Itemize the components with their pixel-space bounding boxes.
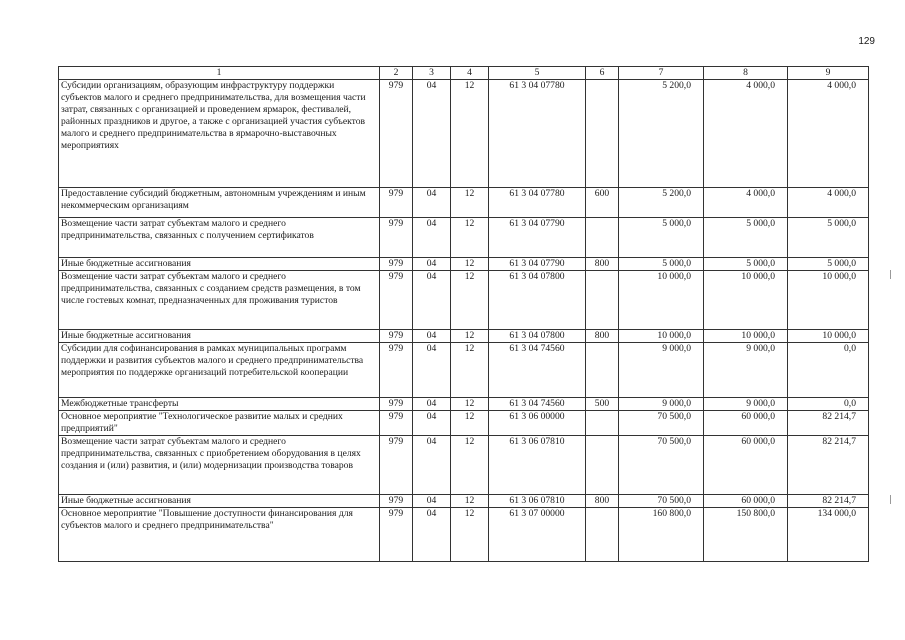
expense-type-code xyxy=(586,271,619,330)
expense-type-code xyxy=(586,218,619,258)
expense-type-code: 500 xyxy=(586,398,619,411)
item-name: Основное мероприятие "Технологическое развитие малых и средних предприятий" xyxy=(59,411,380,436)
column-header: 3 xyxy=(413,67,451,80)
item-name: Возмещение части затрат субъектам малого и среднего предпринимательства, связанных с приобретением оборудования в целях создания и (или) развития, и (или) модернизации производства товаров xyxy=(59,436,380,495)
sum-year-3: 5 000,0 xyxy=(788,258,869,271)
target-article-code: 61 3 04 07790 xyxy=(489,258,586,271)
admin-code: 979 xyxy=(380,343,413,398)
sum-year-1: 9 000,0 xyxy=(619,398,704,411)
expense-type-code xyxy=(586,508,619,562)
table-row xyxy=(59,343,869,398)
column-header: 5 xyxy=(489,67,586,80)
column-header: 7 xyxy=(619,67,704,80)
subsection-code: 12 xyxy=(451,188,489,218)
sum-year-1: 10 000,0 xyxy=(619,330,704,343)
table-row xyxy=(59,436,869,495)
section-code: 04 xyxy=(413,398,451,411)
scan-mark xyxy=(890,270,891,279)
table-row xyxy=(59,218,869,258)
sum-year-3: 82 214,7 xyxy=(788,436,869,495)
subsection-code: 12 xyxy=(451,271,489,330)
table-row xyxy=(59,508,869,562)
admin-code: 979 xyxy=(380,258,413,271)
sum-year-1: 160 800,0 xyxy=(619,508,704,562)
sum-year-1: 70 500,0 xyxy=(619,436,704,495)
table-row xyxy=(59,330,869,343)
target-article-code: 61 3 04 07800 xyxy=(489,330,586,343)
item-name: Субсидии для софинансирования в рамках муниципальных программ поддержки и развития субъектов малого и среднего предпринимательства мероприятия по поддержке организаций потребительской кооперации xyxy=(59,343,380,398)
admin-code: 979 xyxy=(380,495,413,508)
table-row xyxy=(59,271,869,330)
table-header-row xyxy=(59,67,869,80)
subsection-code: 12 xyxy=(451,218,489,258)
target-article-code: 61 3 06 07810 xyxy=(489,436,586,495)
sum-year-3: 4 000,0 xyxy=(788,80,869,188)
admin-code: 979 xyxy=(380,330,413,343)
item-name: Иные бюджетные ассигнования xyxy=(59,330,380,343)
target-article-code: 61 3 06 07810 xyxy=(489,495,586,508)
section-code: 04 xyxy=(413,411,451,436)
scan-mark xyxy=(890,495,891,504)
page-number: 129 xyxy=(858,36,875,47)
expense-type-code: 800 xyxy=(586,330,619,343)
column-header: 1 xyxy=(59,67,380,80)
sum-year-2: 4 000,0 xyxy=(704,80,788,188)
sum-year-2: 60 000,0 xyxy=(704,411,788,436)
item-name: Возмещение части затрат субъектам малого и среднего предпринимательства, связанных с получением сертификатов xyxy=(59,218,380,258)
column-header: 4 xyxy=(451,67,489,80)
sum-year-1: 5 000,0 xyxy=(619,258,704,271)
subsection-code: 12 xyxy=(451,80,489,188)
sum-year-3: 82 214,7 xyxy=(788,411,869,436)
item-name: Иные бюджетные ассигнования xyxy=(59,258,380,271)
section-code: 04 xyxy=(413,188,451,218)
item-name: Предоставление субсидий бюджетным, автономным учреждениям и иным некоммерческим организациям xyxy=(59,188,380,218)
sum-year-3: 5 000,0 xyxy=(788,218,869,258)
column-header: 8 xyxy=(704,67,788,80)
target-article-code: 61 3 04 07780 xyxy=(489,188,586,218)
sum-year-2: 60 000,0 xyxy=(704,436,788,495)
table-row xyxy=(59,80,869,188)
item-name: Возмещение части затрат субъектам малого и среднего предпринимательства, связанных с созданием средств размещения, в том числе гостевых комнат, предназначенных для проживания туристов xyxy=(59,271,380,330)
sum-year-3: 10 000,0 xyxy=(788,271,869,330)
sum-year-2: 10 000,0 xyxy=(704,330,788,343)
item-name: Основное мероприятие "Повышение доступности финансирования для субъектов малого и среднего предпринимательства" xyxy=(59,508,380,562)
admin-code: 979 xyxy=(380,398,413,411)
admin-code: 979 xyxy=(380,80,413,188)
admin-code: 979 xyxy=(380,508,413,562)
sum-year-3: 134 000,0 xyxy=(788,508,869,562)
table-row xyxy=(59,188,869,218)
sum-year-1: 5 200,0 xyxy=(619,188,704,218)
section-code: 04 xyxy=(413,495,451,508)
sum-year-2: 5 000,0 xyxy=(704,258,788,271)
sum-year-1: 5 200,0 xyxy=(619,80,704,188)
section-code: 04 xyxy=(413,80,451,188)
sum-year-2: 4 000,0 xyxy=(704,188,788,218)
sum-year-1: 5 000,0 xyxy=(619,218,704,258)
column-header: 9 xyxy=(788,67,869,80)
expense-type-code: 800 xyxy=(586,495,619,508)
item-name: Иные бюджетные ассигнования xyxy=(59,495,380,508)
target-article-code: 61 3 06 00000 xyxy=(489,411,586,436)
item-name: Субсидии организациям, образующим инфраструктуру поддержки субъектов малого и среднего предпринимательства, для возмещения части затрат, связанных с организацией и проведением ярмарок, фестивалей, районных праздников и другое, а также с организацией участия субъектов малого и среднего предпринимательства в ярмарочно-выставочных мероприятиях xyxy=(59,80,380,188)
section-code: 04 xyxy=(413,271,451,330)
column-header: 6 xyxy=(586,67,619,80)
sum-year-2: 60 000,0 xyxy=(704,495,788,508)
section-code: 04 xyxy=(413,508,451,562)
sum-year-3: 0,0 xyxy=(788,343,869,398)
expense-type-code: 800 xyxy=(586,258,619,271)
sum-year-2: 10 000,0 xyxy=(704,271,788,330)
subsection-code: 12 xyxy=(451,411,489,436)
target-article-code: 61 3 04 07800 xyxy=(489,271,586,330)
sum-year-1: 9 000,0 xyxy=(619,343,704,398)
sum-year-3: 82 214,7 xyxy=(788,495,869,508)
sum-year-2: 9 000,0 xyxy=(704,343,788,398)
section-code: 04 xyxy=(413,258,451,271)
target-article-code: 61 3 07 00000 xyxy=(489,508,586,562)
sum-year-3: 10 000,0 xyxy=(788,330,869,343)
expense-type-code xyxy=(586,80,619,188)
target-article-code: 61 3 04 74560 xyxy=(489,398,586,411)
table-row xyxy=(59,411,869,436)
sum-year-3: 4 000,0 xyxy=(788,188,869,218)
table-row xyxy=(59,258,869,271)
sum-year-2: 150 800,0 xyxy=(704,508,788,562)
subsection-code: 12 xyxy=(451,330,489,343)
admin-code: 979 xyxy=(380,271,413,330)
sum-year-1: 10 000,0 xyxy=(619,271,704,330)
admin-code: 979 xyxy=(380,188,413,218)
section-code: 04 xyxy=(413,330,451,343)
subsection-code: 12 xyxy=(451,436,489,495)
expense-type-code xyxy=(586,411,619,436)
subsection-code: 12 xyxy=(451,343,489,398)
subsection-code: 12 xyxy=(451,495,489,508)
target-article-code: 61 3 04 07780 xyxy=(489,80,586,188)
column-header: 2 xyxy=(380,67,413,80)
sum-year-1: 70 500,0 xyxy=(619,495,704,508)
section-code: 04 xyxy=(413,343,451,398)
subsection-code: 12 xyxy=(451,398,489,411)
subsection-code: 12 xyxy=(451,508,489,562)
sum-year-2: 9 000,0 xyxy=(704,398,788,411)
admin-code: 979 xyxy=(380,411,413,436)
expense-type-code xyxy=(586,343,619,398)
subsection-code: 12 xyxy=(451,258,489,271)
target-article-code: 61 3 04 74560 xyxy=(489,343,586,398)
table-row xyxy=(59,398,869,411)
sum-year-1: 70 500,0 xyxy=(619,411,704,436)
sum-year-2: 5 000,0 xyxy=(704,218,788,258)
admin-code: 979 xyxy=(380,218,413,258)
table-row xyxy=(59,495,869,508)
expense-type-code xyxy=(586,436,619,495)
sum-year-3: 0,0 xyxy=(788,398,869,411)
item-name: Межбюджетные трансферты xyxy=(59,398,380,411)
expense-type-code: 600 xyxy=(586,188,619,218)
budget-table xyxy=(58,66,869,562)
admin-code: 979 xyxy=(380,436,413,495)
target-article-code: 61 3 04 07790 xyxy=(489,218,586,258)
section-code: 04 xyxy=(413,436,451,495)
section-code: 04 xyxy=(413,218,451,258)
